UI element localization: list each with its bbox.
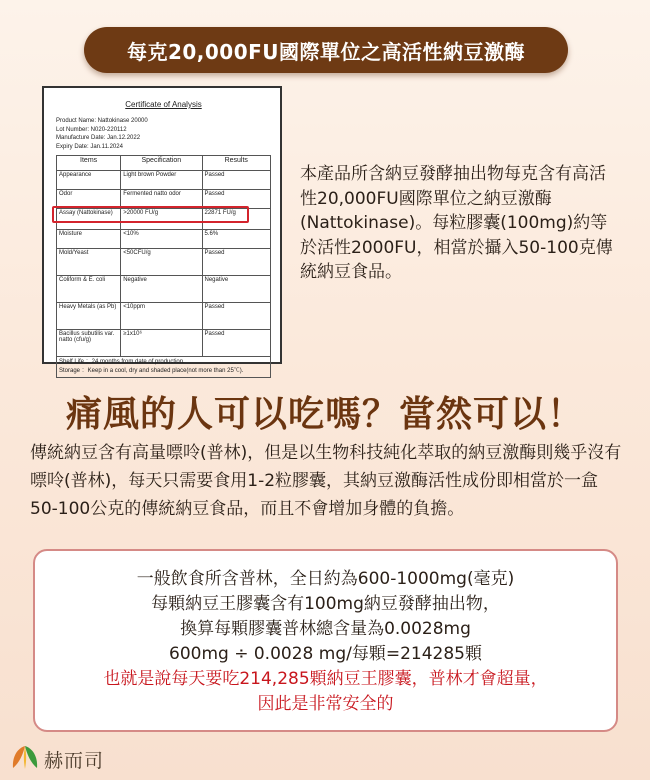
table-cell: Negative <box>121 276 202 303</box>
intro-text: 本產品所含納豆發酵抽出物每克含有高活性20,000FU國際單位之納豆激酶(Nattokinase)。每粒膠囊(100mg)約等於活性2000FU，相當於攝入50-100克傳統納豆食品。 <box>300 164 613 282</box>
banner-title: 每克20,000FU國際單位之高活性納豆激酶 <box>126 39 526 64</box>
shelf-life: Shelf Life ：24 months from date of production. <box>59 359 185 365</box>
table-row <box>57 276 271 303</box>
calc-line: 一般飲食所含普林，全日約為600-1000mg(毫克) <box>136 569 515 589</box>
column-header: Results <box>202 156 271 171</box>
brand-name: 赫而司 <box>44 749 105 772</box>
table-footer-cell <box>57 357 271 378</box>
table-cell: Assay (Nattokinase) <box>57 209 121 230</box>
table-cell: Passed <box>202 249 271 276</box>
table-cell: Fermented natto odor <box>121 190 202 209</box>
table-cell: Coliform & E. coli <box>57 276 121 303</box>
table-cell: Odor <box>57 190 121 209</box>
table-row <box>57 330 271 357</box>
table-row <box>57 249 271 276</box>
analysis-table <box>56 155 271 378</box>
table-row <box>57 357 271 378</box>
purine-paragraph: 傳統納豆含有高量嘌呤(普林)，但是以生物科技純化萃取的納豆激酶則幾乎沒有嘌呤(普林)，每天只需要食用1-2粒膠囊，其納豆激酶活性成份即相當於一盒50-100公克的傳統納豆食品，而且不會增加身體的負擔。 <box>30 443 622 519</box>
table-cell: Passed <box>202 330 271 357</box>
table-cell: >20000 FU/g <box>121 209 202 230</box>
manufacture-date: Manufacture Date: Jan.12.2022 <box>56 135 141 141</box>
table-cell: <50CFU/g <box>121 249 202 276</box>
table-cell: <10ppm <box>121 303 202 330</box>
calc-conclusion: 因此是非常安全的 <box>257 694 394 714</box>
certificate-of-analysis <box>42 86 282 374</box>
column-header: Specification <box>121 156 202 171</box>
table-row <box>57 303 271 330</box>
table-cell: <10% <box>121 230 202 249</box>
table-cell: 22871 FU/g <box>202 209 271 230</box>
title-banner <box>84 27 568 73</box>
certificate-title: Certificate of Analysis <box>125 100 202 109</box>
table-cell: Passed <box>202 171 271 190</box>
lot-number: Lot Number: N020-220112 <box>56 126 127 133</box>
calculation-box <box>33 549 618 732</box>
calc-line: 每顆納豆王膠囊含有100mg納豆發酵抽出物， <box>151 594 500 614</box>
storage: Storage ：Keep in a cool, dry and shaded place(not more than 25℃). <box>59 368 244 374</box>
table-cell: Passed <box>202 303 271 330</box>
table-cell: Mold/Yeast <box>57 249 121 276</box>
expiry-date: Expiry Date: Jan.11.2024 <box>56 143 123 150</box>
table-cell: Negative <box>202 276 271 303</box>
assay-highlight-box <box>52 206 249 223</box>
table-cell: Appearance <box>57 171 121 190</box>
table-cell: Heavy Metals (as Pb) <box>57 303 121 330</box>
table-cell: 5.6% <box>202 230 271 249</box>
brand-logo <box>10 744 104 774</box>
table-row <box>57 171 271 190</box>
table-cell: Light brown Powder <box>121 171 202 190</box>
column-header: Items <box>57 156 121 171</box>
table-cell: Moisture <box>57 230 121 249</box>
calc-conclusion: 也就是說每天要吃214,285顆納豆王膠囊，普林才會超量， <box>103 669 548 689</box>
product-name: Product Name: Nattokinase 20000 <box>56 118 148 124</box>
headline: 痛風的人可以吃嗎？當然可以！ <box>65 394 584 435</box>
calc-line: 換算每顆膠囊普林總含量為0.0028mg <box>180 619 471 639</box>
table-cell: Passed <box>202 190 271 209</box>
table-cell: ≥1x10⁶ <box>121 330 202 357</box>
table-cell: Bacillus subutilis var. natto (cfu/g) <box>57 330 121 357</box>
leaf-logo-icon <box>10 744 40 774</box>
table-header-row <box>57 156 271 171</box>
table-row <box>57 230 271 249</box>
certificate-meta <box>56 117 271 151</box>
calc-line: 600mg ÷ 0.0028 mg/每顆=214285顆 <box>169 644 482 664</box>
